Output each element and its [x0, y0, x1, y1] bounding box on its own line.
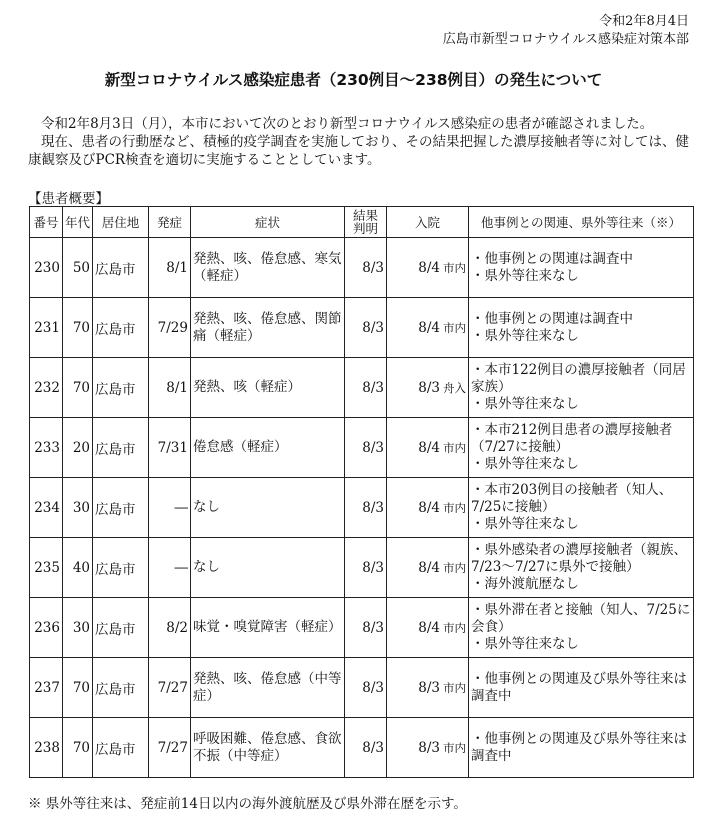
- cell-age: 70: [63, 298, 93, 358]
- cell-admission: [387, 238, 469, 298]
- admission-location: 市内: [443, 500, 466, 515]
- cell-relation: [469, 718, 694, 778]
- header-age: 年代: [63, 207, 93, 238]
- cell-confirmed: 8/3: [345, 658, 387, 718]
- relation-line: ・他事例との関連は調査中: [471, 310, 633, 327]
- admission-location: 市内: [443, 440, 466, 455]
- cell-age: 40: [63, 538, 93, 598]
- relation-line: ・県外等往来なし: [471, 327, 579, 344]
- cell-admission: [387, 418, 469, 478]
- cell-no: 230: [30, 238, 63, 298]
- patient-table: [29, 206, 694, 778]
- cell-city: 広島市: [93, 538, 149, 598]
- relation-line: ・県外等往来なし: [471, 636, 579, 652]
- cell-admission: [387, 358, 469, 418]
- relation-line: ・県外滞在者と接触（知人、7/25に会食）: [471, 602, 691, 635]
- cell-relation: [469, 538, 694, 598]
- relation-line: ・県外等往来なし: [471, 516, 579, 532]
- cell-admission: [387, 298, 469, 358]
- table-row: [30, 298, 694, 358]
- cell-age: 50: [63, 238, 93, 298]
- cell-onset: 7/31: [149, 418, 191, 478]
- cell-confirmed: 8/3: [345, 358, 387, 418]
- cell-relation: [469, 658, 694, 718]
- cell-confirmed: 8/3: [345, 478, 387, 538]
- admission-date: 8/3: [418, 679, 440, 696]
- cell-onset: 7/27: [149, 658, 191, 718]
- cell-relation: [469, 478, 694, 538]
- header-onset: 発症: [149, 207, 191, 238]
- table-row: [30, 658, 694, 718]
- cell-no: 234: [30, 478, 63, 538]
- relation-line: ・他事例との関連及び県外等往来は調査中: [471, 730, 687, 764]
- cell-admission: [387, 538, 469, 598]
- document-title: 新型コロナウイルス感染症患者（230例目～238例目）の発生について: [104, 71, 603, 89]
- admission-location: 市内: [443, 740, 466, 755]
- cell-age: 30: [63, 598, 93, 658]
- cell-symptoms: なし: [191, 538, 345, 598]
- cell-onset: 7/27: [149, 718, 191, 778]
- cell-age: 20: [63, 418, 93, 478]
- cell-city: 広島市: [93, 298, 149, 358]
- cell-confirmed: 8/3: [345, 298, 387, 358]
- cell-relation: [469, 298, 694, 358]
- cell-age: 70: [63, 358, 93, 418]
- cell-admission: [387, 598, 469, 658]
- cell-onset: 8/1: [149, 238, 191, 298]
- cell-admission: [387, 478, 469, 538]
- cell-no: 233: [30, 418, 63, 478]
- table-row: [30, 598, 694, 658]
- cell-symptoms: なし: [191, 478, 345, 538]
- table-row: [30, 478, 694, 538]
- relation-line: ・県外感染者の濃厚接触者（親族、7/23～7/27に県外で接触）: [471, 542, 687, 575]
- cell-age: 30: [63, 478, 93, 538]
- cell-symptoms: 発熱、咳、倦怠感、寒気（軽症）: [191, 238, 345, 298]
- cell-onset: ―: [149, 478, 191, 538]
- cell-confirmed: 8/3: [345, 598, 387, 658]
- intro-paragraph-2: 現在、患者の行動歴など、積極的疫学調査を実施しており、その結果把握した濃厚接触者等に対しては、健康観察及びPCR検査を適切に実施することとしています。: [28, 134, 689, 168]
- header-admission: 入院: [387, 207, 469, 238]
- cell-symptoms: 発熱、咳（軽症）: [191, 358, 345, 418]
- admission-date: 8/4: [418, 259, 440, 276]
- cell-confirmed: 8/3: [345, 418, 387, 478]
- cell-confirmed: 8/3: [345, 538, 387, 598]
- section-title: 【患者概要】: [28, 191, 109, 207]
- cell-symptoms: 発熱、咳、倦怠感（中等症）: [191, 658, 345, 718]
- cell-no: 235: [30, 538, 63, 598]
- admission-location: 市内: [443, 680, 466, 695]
- header-no: 番号: [30, 207, 63, 238]
- footnote: ※ 県外等往来は、発症前14日以内の海外渡航歴及び県外滞在歴を示す。: [28, 796, 467, 812]
- cell-no: 231: [30, 298, 63, 358]
- admission-date: 8/4: [418, 499, 440, 516]
- admission-location: 市内: [443, 560, 466, 575]
- cell-no: 232: [30, 358, 63, 418]
- cell-age: 70: [63, 658, 93, 718]
- cell-city: 広島市: [93, 718, 149, 778]
- admission-date: 8/4: [418, 439, 440, 456]
- cell-relation: [469, 598, 694, 658]
- cell-symptoms: 倦怠感（軽症）: [191, 418, 345, 478]
- relation-line: ・他事例との関連及び県外等往来は調査中: [471, 670, 687, 704]
- cell-symptoms: 発熱、咳、倦怠感、関節痛（軽症）: [191, 298, 345, 358]
- relation-line: ・本市212例目患者の濃厚接触者（7/27に接触）: [471, 422, 673, 455]
- cell-city: 広島市: [93, 478, 149, 538]
- header-relation: 他事例との関連、県外等往来（※）: [469, 207, 694, 238]
- table-body: [30, 238, 694, 778]
- document-date: 令和2年8月4日: [599, 14, 689, 29]
- header-city: 居住地: [93, 207, 149, 238]
- table-header-row: [30, 207, 694, 238]
- cell-admission: [387, 658, 469, 718]
- cell-onset: ―: [149, 538, 191, 598]
- header-symptoms: 症状: [191, 207, 345, 238]
- header-confirmed: 結果判明: [345, 207, 387, 238]
- cell-age: 70: [63, 718, 93, 778]
- admission-location: 舟入: [443, 380, 466, 395]
- cell-city: 広島市: [93, 238, 149, 298]
- cell-confirmed: 8/3: [345, 238, 387, 298]
- table-row: [30, 418, 694, 478]
- relation-line: ・県外等往来なし: [471, 267, 579, 284]
- cell-onset: 8/1: [149, 358, 191, 418]
- cell-relation: [469, 418, 694, 478]
- table-row: [30, 358, 694, 418]
- cell-city: 広島市: [93, 418, 149, 478]
- relation-line: ・本市122例目の濃厚接触者（同居家族）: [471, 362, 686, 395]
- admission-date: 8/4: [418, 619, 440, 636]
- cell-city: 広島市: [93, 598, 149, 658]
- relation-line: ・本市203例目の接触者（知人、7/25に接触）: [471, 482, 673, 515]
- cell-symptoms: 呼吸困難、倦怠感、食欲不振（中等症）: [191, 718, 345, 778]
- cell-city: 広島市: [93, 358, 149, 418]
- relation-line: ・県外等往来なし: [471, 396, 579, 412]
- issuing-organization: 広島市新型コロナウイルス感染症対策本部: [442, 32, 689, 47]
- cell-city: 広島市: [93, 658, 149, 718]
- admission-location: 市内: [443, 320, 466, 335]
- cell-confirmed: 8/3: [345, 718, 387, 778]
- cell-onset: 7/29: [149, 298, 191, 358]
- relation-line: ・他事例との関連は調査中: [471, 250, 633, 267]
- table-row: [30, 538, 694, 598]
- cell-admission: [387, 718, 469, 778]
- cell-symptoms: 味覚・嗅覚障害（軽症）: [191, 598, 345, 658]
- admission-date: 8/4: [418, 559, 440, 576]
- intro-text: [28, 115, 692, 169]
- admission-location: 市内: [443, 620, 466, 635]
- cell-no: 236: [30, 598, 63, 658]
- cell-no: 237: [30, 658, 63, 718]
- relation-line: ・県外等往来なし: [471, 456, 579, 472]
- cell-relation: [469, 358, 694, 418]
- admission-date: 8/4: [418, 319, 440, 336]
- table-row: [30, 238, 694, 298]
- cell-onset: 8/2: [149, 598, 191, 658]
- table-row: [30, 718, 694, 778]
- admission-location: 市内: [443, 260, 466, 275]
- intro-paragraph-1: 令和2年8月3日（月），本市において次のとおり新型コロナウイルス感染症の患者が確認されました。: [41, 116, 654, 132]
- admission-date: 8/3: [418, 739, 440, 756]
- relation-line: ・海外渡航歴なし: [471, 576, 579, 592]
- cell-no: 238: [30, 718, 63, 778]
- cell-relation: [469, 238, 694, 298]
- admission-date: 8/3: [418, 379, 440, 396]
